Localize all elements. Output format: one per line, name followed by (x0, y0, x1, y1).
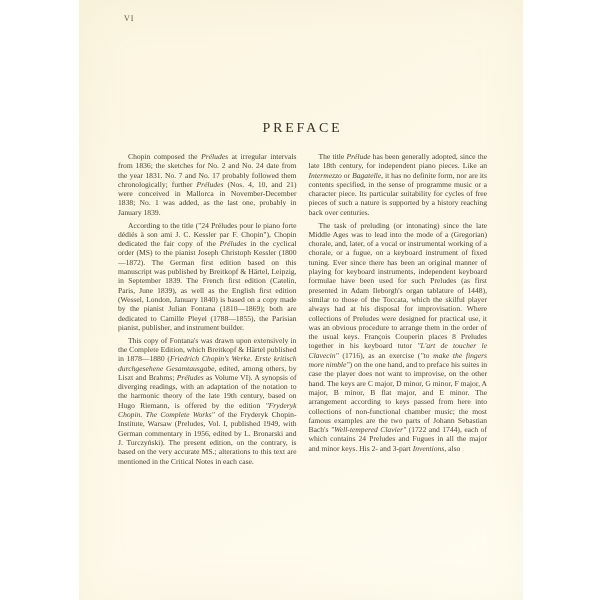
paragraph: The task of preluding (or intonating) since the late Middle Ages was to lead into the mode of a (Gregorian) chorale, and, later, of a vocal or instrumental working of a chorale, or a fugue, on a keyboard instrument of fixed tuning. Ever since there has been an original manner of playing for keyboard instruments, independent keyboard formulae have been used for such Preludes (as first presented in Adam Ileborgh's organ tablature of 1448), similar to those of the Toccata, which the skilful player always had at his disposal for improvisation. Where collections of Preludes were designed for practical use, it was an obvious procedure to arrange them in the order of the usual keys. François Couperin places 8 Preludes together in his keyboard tutor "L'art de toucher le Clavecin" (1716), as an exercise ("to make the fingers more nimble") on the one hand, and to preface his suites in case the player does not want to improvise, on the other hand. The keys are C major, D minor, G minor, F major, A major, B minor, B flat major, and E minor. The arrangement according to keys passed from here into collections of non-functional chamber music; the most famous examples are the two parts of Johann Sebastian Bach's "Well-tempered Clavier" (1722 and 1744), each of which contains 24 Preludes and Fugues in all the major and minor keys. His 2- and 3-part Inventions, also (308, 220, 488, 453)
paragraph: According to the title ("24 Préludes pour le piano forte dédiés à son ami J. C. Kessler par F. Chopin"), Chopin dedicated the fair copy of the Préludes in the cyclical order (MS) to the pianist Joseph Christoph Kessler (1800—1872). The German first edition based on this manuscript was published by Breitkopf & Härtel, Leipzig, in September 1839. The French first edition (Catelin, Paris, June 1839), as well as the English first edition (Wessel, London, January 1840) is based on a copy made by the pianist Julian Fontana (1810—1869); both are dedicated to Camille Pleyel (1788—1855), the Parisian pianist, publisher, and instrument builder. (118, 220, 297, 332)
page-number: VI (124, 14, 135, 23)
right-column (309, 152, 488, 469)
page (79, 0, 523, 600)
text-columns (118, 152, 487, 469)
paragraph: Chopin composed the Préludes at irregular intervals from 1836; the sketches for No. 2 and No. 24 date from the year 1831. No. 7 and No. 17 probably followed them chronologically; further Préludes (Nos. 4, 10, and 21) were conceived in Mallorca in November-December 1838; No. 1 was added, as the last one, probably in January 1839. (118, 152, 297, 217)
paragraph: The title Prélude has been generally adopted, since the late 18th century, for independent piano pieces. Like an Intermezzo or Bagatelle, it has no definite form, nor are its contents specified, in the sense of programme music or a character piece. Its particular suitability for cycles of free pieces of such a nature is supported by a history reaching back over centuries. (308, 152, 488, 217)
left-column (118, 152, 297, 469)
paragraph: This copy of Fontana's was drawn upon extensively in the Complete Edition, which Breitkopf & Härtel published in 1878—1880 (Friedrich Chopin's Werke. Erste kritisch durchgesehene Gesamtausgabe, edited, among others, by Liszt and Brahms; Préludes as Volume VI). A synopsis of diverging readings, with an adaptation of the notation to the harmonic theory of the late 19th century, based on Hugo Riemann, is offered by the edition "Fryderyk Chopin. The Complete Works" of the Fryderyk Chopin-Institute, Warsaw (Preludes, Vol. I, published 1949, with German commentary in 1956, edited by L. Bronarski and J. Turczyński). The present edition, on the contrary, is based on the very accurate MS.; alterations to this text are mentioned in the Critical Notes in each case. (118, 335, 297, 466)
page-title: PREFACE (262, 121, 343, 136)
